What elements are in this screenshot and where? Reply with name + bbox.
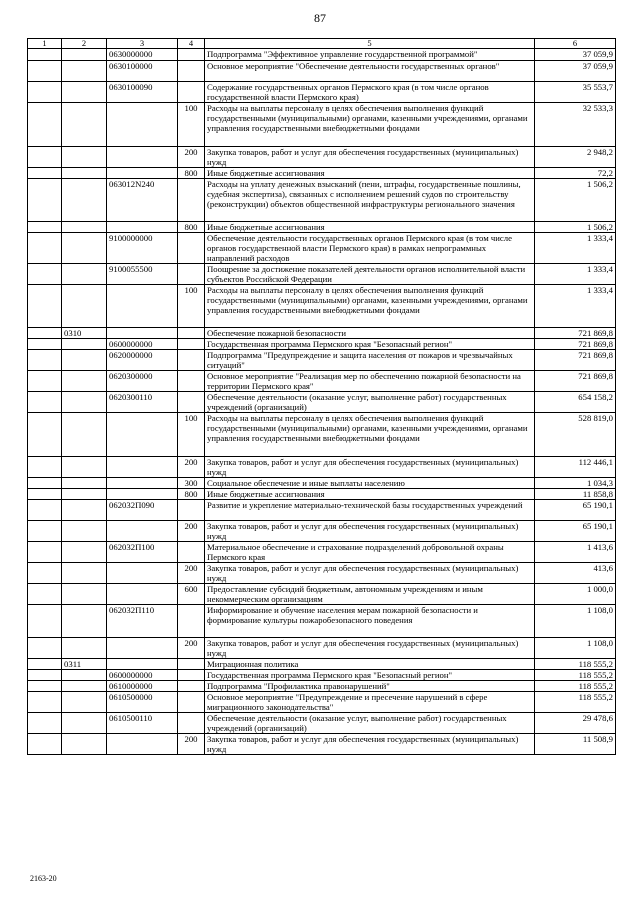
- header-col-4: 4: [178, 39, 205, 49]
- cell-target-code: 0630100090: [107, 82, 178, 103]
- cell-amount: 1 108,0: [535, 638, 616, 659]
- table-row: [28, 478, 616, 489]
- cell-amount: 1 034,3: [535, 478, 616, 489]
- cell-expense-type: 200: [178, 457, 205, 478]
- cell-col-1: [28, 61, 62, 82]
- cell-target-code: 0620300000: [107, 371, 178, 392]
- cell-expense-type: [178, 605, 205, 638]
- table-row: [28, 285, 616, 328]
- cell-col-1: [28, 392, 62, 413]
- cell-name: Поощрение за достижение показателей деятельности органов исполнительной власти субъектов Российской Федерации: [205, 264, 535, 285]
- cell-name: Материальное обеспечение и страхование подразделений добровольной охраны Пермского края: [205, 542, 535, 563]
- cell-target-code: [107, 103, 178, 147]
- table-row: [28, 82, 616, 103]
- cell-amount: 1 108,0: [535, 605, 616, 638]
- cell-amount: 65 190,1: [535, 521, 616, 542]
- table-row: [28, 489, 616, 500]
- cell-section-code: [62, 264, 107, 285]
- table-row: [28, 392, 616, 413]
- header-col-3: 3: [107, 39, 178, 49]
- cell-expense-type: 100: [178, 103, 205, 147]
- cell-amount: 413,6: [535, 563, 616, 584]
- cell-expense-type: 200: [178, 638, 205, 659]
- table-row: [28, 61, 616, 82]
- cell-amount: 11 508,9: [535, 734, 616, 755]
- cell-target-code: 0620000000: [107, 350, 178, 371]
- cell-target-code: 9100055500: [107, 264, 178, 285]
- cell-amount: 721 869,8: [535, 350, 616, 371]
- cell-section-code: [62, 350, 107, 371]
- cell-section-code: [62, 478, 107, 489]
- cell-section-code: [62, 734, 107, 755]
- cell-name: Миграционная политика: [205, 659, 535, 670]
- cell-section-code: [62, 339, 107, 350]
- cell-name: Государственная программа Пермского края "Безопасный регион": [205, 670, 535, 681]
- cell-expense-type: [178, 371, 205, 392]
- cell-amount: 32 533,3: [535, 103, 616, 147]
- cell-target-code: [107, 457, 178, 478]
- cell-col-1: [28, 222, 62, 233]
- table-row: [28, 659, 616, 670]
- page-number: 87: [314, 11, 326, 25]
- header-row: [28, 39, 616, 49]
- cell-name: Содержание государственных органов Пермского края (в том числе органов государственной власти Пермского края): [205, 82, 535, 103]
- cell-target-code: [107, 563, 178, 584]
- cell-expense-type: [178, 61, 205, 82]
- cell-amount: 1 333,4: [535, 233, 616, 264]
- cell-amount: 1 506,2: [535, 179, 616, 222]
- cell-name: Подпрограмма "Эффективное управление государственной программой": [205, 49, 535, 61]
- cell-target-code: [107, 328, 178, 339]
- table-row: [28, 328, 616, 339]
- cell-col-1: [28, 371, 62, 392]
- table-row: [28, 179, 616, 222]
- table-row: [28, 339, 616, 350]
- cell-col-1: [28, 328, 62, 339]
- cell-name: Развитие и укрепление материально-технической базы государственных учреждений: [205, 500, 535, 521]
- cell-col-1: [28, 734, 62, 755]
- cell-amount: 2 948,2: [535, 147, 616, 168]
- cell-section-code: [62, 285, 107, 328]
- cell-col-1: [28, 103, 62, 147]
- cell-col-1: [28, 713, 62, 734]
- cell-amount: 112 446,1: [535, 457, 616, 478]
- cell-section-code: [62, 49, 107, 61]
- cell-amount: 1 413,6: [535, 542, 616, 563]
- cell-col-1: [28, 179, 62, 222]
- cell-col-1: [28, 542, 62, 563]
- cell-expense-type: [178, 692, 205, 713]
- cell-col-1: [28, 264, 62, 285]
- table-row: [28, 222, 616, 233]
- cell-name: Обеспечение деятельности (оказание услуг, выполнение работ) государственных учреждений (организаций): [205, 713, 535, 734]
- cell-expense-type: [178, 542, 205, 563]
- cell-target-code: [107, 168, 178, 179]
- header-col-1: 1: [28, 39, 62, 49]
- cell-section-code: [62, 179, 107, 222]
- table-row: [28, 233, 616, 264]
- cell-col-1: [28, 489, 62, 500]
- cell-expense-type: [178, 179, 205, 222]
- cell-name: Основное мероприятие "Обеспечение деятельности государственных органов": [205, 61, 535, 82]
- cell-section-code: [62, 638, 107, 659]
- cell-target-code: 0610500110: [107, 713, 178, 734]
- cell-expense-type: [178, 82, 205, 103]
- cell-target-code: 062032П100: [107, 542, 178, 563]
- cell-expense-type: 200: [178, 563, 205, 584]
- cell-name: Подпрограмма "Предупреждение и защита населения от пожаров и чрезвычайных ситуаций": [205, 350, 535, 371]
- cell-target-code: 0630000000: [107, 49, 178, 61]
- table-row: [28, 605, 616, 638]
- cell-amount: 37 059,9: [535, 61, 616, 82]
- cell-col-1: [28, 147, 62, 168]
- cell-name: Закупка товаров, работ и услуг для обеспечения государственных (муниципальных) нужд: [205, 457, 535, 478]
- cell-expense-type: 200: [178, 521, 205, 542]
- cell-col-1: [28, 584, 62, 605]
- cell-expense-type: 800: [178, 489, 205, 500]
- cell-amount: 721 869,8: [535, 339, 616, 350]
- cell-expense-type: 200: [178, 734, 205, 755]
- cell-section-code: [62, 500, 107, 521]
- table-row: [28, 147, 616, 168]
- cell-section-code: [62, 61, 107, 82]
- cell-section-code: [62, 713, 107, 734]
- cell-expense-type: 300: [178, 478, 205, 489]
- cell-section-code: [62, 392, 107, 413]
- cell-amount: 1 000,0: [535, 584, 616, 605]
- cell-name: Закупка товаров, работ и услуг для обеспечения государственных (муниципальных) нужд: [205, 638, 535, 659]
- cell-amount: 118 555,2: [535, 692, 616, 713]
- cell-amount: 11 858,8: [535, 489, 616, 500]
- cell-amount: 118 555,2: [535, 681, 616, 692]
- cell-name: Расходы на уплату денежных взысканий (пени, штрафы, государственные пошлины, судебная экспертиза), связанных с исполнением решений судов по строительству (реконструкции) объектов общественной инфраструктуры регионального значения: [205, 179, 535, 222]
- table-row: [28, 681, 616, 692]
- cell-section-code: 0310: [62, 328, 107, 339]
- cell-expense-type: [178, 339, 205, 350]
- cell-col-1: [28, 457, 62, 478]
- cell-expense-type: 800: [178, 168, 205, 179]
- cell-col-1: [28, 49, 62, 61]
- cell-col-1: [28, 605, 62, 638]
- cell-amount: 29 478,6: [535, 713, 616, 734]
- cell-amount: 72,2: [535, 168, 616, 179]
- cell-target-code: 0600000000: [107, 339, 178, 350]
- cell-section-code: [62, 563, 107, 584]
- table-row: [28, 49, 616, 61]
- cell-target-code: 0620300110: [107, 392, 178, 413]
- cell-col-1: [28, 500, 62, 521]
- cell-expense-type: [178, 670, 205, 681]
- cell-amount: 1 333,4: [535, 285, 616, 328]
- cell-col-1: [28, 339, 62, 350]
- cell-target-code: [107, 521, 178, 542]
- table-row: [28, 500, 616, 521]
- cell-section-code: 0311: [62, 659, 107, 670]
- cell-expense-type: [178, 350, 205, 371]
- cell-expense-type: [178, 264, 205, 285]
- cell-name: Обеспечение деятельности (оказание услуг, выполнение работ) государственных учреждений (организаций): [205, 392, 535, 413]
- cell-name: Расходы на выплаты персоналу в целях обеспечения выполнения функций государственными (муниципальными) органами, казенными учреждениями, органами управления государственными внебюджетными фондами: [205, 413, 535, 457]
- table-row: [28, 168, 616, 179]
- cell-name: Основное мероприятие "Предупреждение и пресечение нарушений в сфере миграционного законодательства": [205, 692, 535, 713]
- cell-target-code: [107, 285, 178, 328]
- cell-col-1: [28, 521, 62, 542]
- cell-name: Расходы на выплаты персоналу в целях обеспечения выполнения функций государственными (муниципальными) органами, казенными учреждениями, органами управления государственными внебюджетными фондами: [205, 285, 535, 328]
- table-row: [28, 521, 616, 542]
- table-row: [28, 350, 616, 371]
- cell-name: Закупка товаров, работ и услуг для обеспечения государственных (муниципальных) нужд: [205, 563, 535, 584]
- cell-amount: 65 190,1: [535, 500, 616, 521]
- table-body: [28, 49, 616, 755]
- cell-name: Социальное обеспечение и иные выплаты населению: [205, 478, 535, 489]
- cell-col-1: [28, 670, 62, 681]
- cell-target-code: [107, 147, 178, 168]
- cell-target-code: [107, 478, 178, 489]
- cell-target-code: [107, 638, 178, 659]
- cell-target-code: [107, 413, 178, 457]
- cell-name: Информирование и обучение населения мерам пожарной безопасности и формирование культуры пожаробезопасного поведения: [205, 605, 535, 638]
- cell-section-code: [62, 82, 107, 103]
- cell-section-code: [62, 542, 107, 563]
- cell-section-code: [62, 413, 107, 457]
- cell-amount: 35 553,7: [535, 82, 616, 103]
- cell-amount: 1 506,2: [535, 222, 616, 233]
- cell-section-code: [62, 168, 107, 179]
- cell-amount: 37 059,9: [535, 49, 616, 61]
- cell-target-code: 062032П090: [107, 500, 178, 521]
- table-row: [28, 734, 616, 755]
- cell-name: Иные бюджетные ассигнования: [205, 489, 535, 500]
- cell-section-code: [62, 489, 107, 500]
- cell-col-1: [28, 478, 62, 489]
- cell-target-code: 0630100000: [107, 61, 178, 82]
- cell-expense-type: [178, 233, 205, 264]
- cell-section-code: [62, 233, 107, 264]
- cell-expense-type: [178, 49, 205, 61]
- cell-name: Подпрограмма "Профилактика правонарушений": [205, 681, 535, 692]
- cell-target-code: 0610000000: [107, 681, 178, 692]
- cell-col-1: [28, 659, 62, 670]
- table-row: [28, 692, 616, 713]
- table-row: [28, 413, 616, 457]
- cell-amount: 528 819,0: [535, 413, 616, 457]
- table-row: [28, 371, 616, 392]
- cell-target-code: 9100000000: [107, 233, 178, 264]
- cell-expense-type: [178, 328, 205, 339]
- cell-target-code: 0600000000: [107, 670, 178, 681]
- footer-code: 2163-20: [30, 874, 57, 883]
- cell-section-code: [62, 371, 107, 392]
- table-row: [28, 670, 616, 681]
- cell-section-code: [62, 681, 107, 692]
- cell-expense-type: 800: [178, 222, 205, 233]
- table-row: [28, 638, 616, 659]
- cell-name: Закупка товаров, работ и услуг для обеспечения государственных (муниципальных) нужд: [205, 147, 535, 168]
- cell-target-code: [107, 734, 178, 755]
- header-col-2: 2: [62, 39, 107, 49]
- cell-expense-type: [178, 500, 205, 521]
- cell-section-code: [62, 692, 107, 713]
- cell-expense-type: 200: [178, 147, 205, 168]
- cell-target-code: [107, 222, 178, 233]
- cell-name: Закупка товаров, работ и услуг для обеспечения государственных (муниципальных) нужд: [205, 734, 535, 755]
- cell-expense-type: 100: [178, 413, 205, 457]
- table-row: [28, 264, 616, 285]
- cell-target-code: [107, 489, 178, 500]
- cell-col-1: [28, 285, 62, 328]
- cell-name: Иные бюджетные ассигнования: [205, 222, 535, 233]
- cell-target-code: 063012N240: [107, 179, 178, 222]
- cell-col-1: [28, 563, 62, 584]
- table-row: [28, 713, 616, 734]
- cell-name: Закупка товаров, работ и услуг для обеспечения государственных (муниципальных) нужд: [205, 521, 535, 542]
- cell-name: Иные бюджетные ассигнования: [205, 168, 535, 179]
- cell-expense-type: 600: [178, 584, 205, 605]
- cell-name: Обеспечение пожарной безопасности: [205, 328, 535, 339]
- cell-col-1: [28, 638, 62, 659]
- cell-target-code: [107, 659, 178, 670]
- table-row: [28, 563, 616, 584]
- cell-col-1: [28, 168, 62, 179]
- cell-name: Основное мероприятие "Реализация мер по обеспечению пожарной безопасности на территории Пермского края": [205, 371, 535, 392]
- cell-section-code: [62, 670, 107, 681]
- cell-col-1: [28, 413, 62, 457]
- cell-section-code: [62, 584, 107, 605]
- cell-target-code: [107, 584, 178, 605]
- cell-amount: 721 869,8: [535, 328, 616, 339]
- cell-section-code: [62, 457, 107, 478]
- cell-col-1: [28, 350, 62, 371]
- cell-section-code: [62, 222, 107, 233]
- header-col-6: 6: [535, 39, 616, 49]
- cell-col-1: [28, 82, 62, 103]
- header-col-5: 5: [205, 39, 535, 49]
- cell-amount: 118 555,2: [535, 670, 616, 681]
- cell-amount: 118 555,2: [535, 659, 616, 670]
- cell-target-code: 062032П110: [107, 605, 178, 638]
- cell-col-1: [28, 681, 62, 692]
- budget-table: [27, 38, 616, 755]
- cell-expense-type: [178, 659, 205, 670]
- cell-expense-type: [178, 681, 205, 692]
- cell-amount: 721 869,8: [535, 371, 616, 392]
- cell-name: Предоставление субсидий бюджетным, автономным учреждениям и иным некоммерческим организациям: [205, 584, 535, 605]
- table-row: [28, 103, 616, 147]
- cell-expense-type: [178, 392, 205, 413]
- cell-amount: 1 333,4: [535, 264, 616, 285]
- cell-col-1: [28, 692, 62, 713]
- cell-expense-type: 100: [178, 285, 205, 328]
- table-row: [28, 457, 616, 478]
- table-row: [28, 542, 616, 563]
- cell-section-code: [62, 521, 107, 542]
- cell-target-code: 0610500000: [107, 692, 178, 713]
- cell-col-1: [28, 233, 62, 264]
- cell-amount: 654 158,2: [535, 392, 616, 413]
- table-row: [28, 584, 616, 605]
- cell-section-code: [62, 605, 107, 638]
- cell-section-code: [62, 147, 107, 168]
- cell-name: Расходы на выплаты персоналу в целях обеспечения выполнения функций государственными (муниципальными) органами, казенными учреждениями, органами управления государственными внебюджетными фондами: [205, 103, 535, 147]
- cell-section-code: [62, 103, 107, 147]
- cell-expense-type: [178, 713, 205, 734]
- cell-name: Государственная программа Пермского края "Безопасный регион": [205, 339, 535, 350]
- cell-name: Обеспечение деятельности государственных органов Пермского края (в том числе органов государственной власти Пермского края) в рамках непрограммных направлений расходов: [205, 233, 535, 264]
